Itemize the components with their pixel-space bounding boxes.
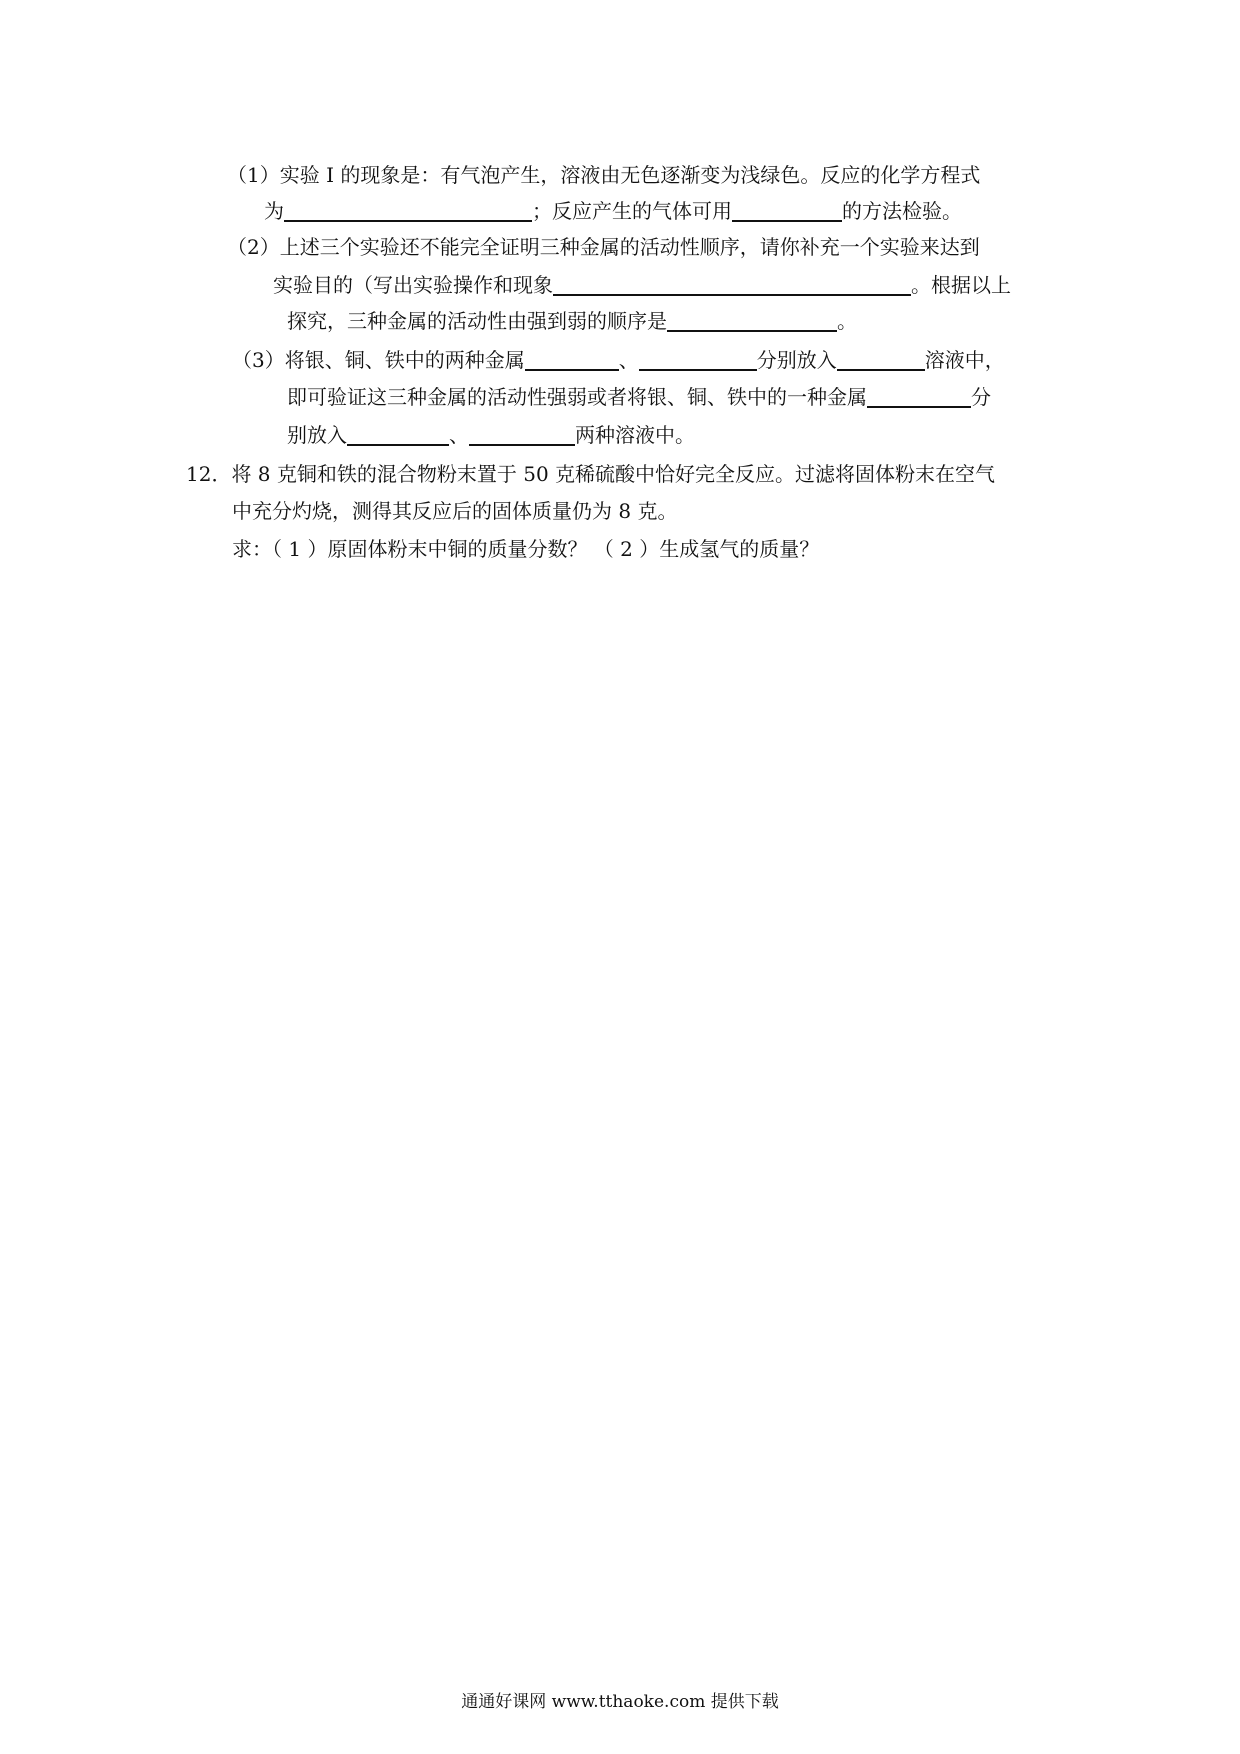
- answer-blank-solution-1[interactable]: [347, 424, 449, 446]
- q11-part3-line3: [287, 420, 695, 450]
- q11-part3-line1: [232, 345, 1005, 375]
- answer-blank-gas-test[interactable]: [732, 200, 842, 222]
- q11-part3-text-a: （3）将银、铜、铁中的两种金属: [232, 348, 525, 372]
- q11-part2-line1: （2）上述三个实验还不能完全证明三种金属的活动性顺序，请你补充一个实验来达到: [227, 235, 980, 259]
- q11-part3-text-g: 别放入: [287, 423, 347, 447]
- q11-part3-text-f: 分: [971, 385, 991, 409]
- q11-part1-line1: （1）实验 I 的现象是：有气泡产生，溶液由无色逐渐变为浅绿色。反应的化学方程式: [227, 163, 981, 187]
- q11-part1-text-b: ；反应产生的气体可用: [532, 199, 732, 223]
- answer-blank-metal-2[interactable]: [639, 349, 757, 371]
- q11-part3-text-e: 即可验证这三种金属的活动性强弱或者将银、铜、铁中的一种金属: [287, 385, 867, 409]
- q11-part2-text-a: 实验目的（写出实验操作和现象: [273, 273, 553, 297]
- q11-part3-text-i: 两种溶液中。: [575, 423, 695, 447]
- q12-line1: 12．将 8 克铜和铁的混合物粉末置于 50 克稀硫酸中恰好完全反应。过滤将固体粉末在空气: [186, 462, 996, 486]
- q11-part3-text-c: 分别放入: [756, 348, 837, 372]
- q11-part1-line2: [264, 196, 962, 226]
- q11-part2-line2: [273, 270, 1011, 300]
- answer-blank-single-metal[interactable]: [867, 386, 971, 408]
- q11-part2-text-d: 。: [837, 309, 857, 333]
- answer-blank-solution-2[interactable]: [469, 424, 575, 446]
- answer-blank-metal-1[interactable]: [525, 349, 619, 371]
- q11-part3-text-d: 溶液中，: [924, 348, 1005, 372]
- q12-line3: 求：（ 1 ）原固体粉末中铜的质量分数？ （ 2 ）生成氢气的质量？: [232, 537, 820, 561]
- q11-part1-text-c: 的方法检验。: [842, 199, 962, 223]
- answer-blank-experiment[interactable]: [553, 274, 911, 296]
- q11-part1-text-a: 为: [264, 199, 284, 223]
- answer-blank-activity-order[interactable]: [667, 310, 837, 332]
- q11-part3-line2: [287, 382, 991, 412]
- q12-line2: 中充分灼烧，测得其反应后的固体质量仍为 8 克。: [232, 499, 678, 523]
- answer-blank-equation[interactable]: [284, 200, 532, 222]
- q11-part3-text-b: 、: [618, 348, 639, 372]
- q11-part2-line3: [287, 306, 857, 336]
- answer-blank-solution[interactable]: [837, 349, 925, 371]
- q11-part2-text-c: 探究，三种金属的活动性由强到弱的顺序是: [287, 309, 667, 333]
- q11-part2-text-b: 。根据以上: [911, 273, 1011, 297]
- page-footer: 通通好课网 www.tthaoke.com 提供下载: [461, 1692, 779, 1712]
- q11-part3-text-h: 、: [449, 423, 469, 447]
